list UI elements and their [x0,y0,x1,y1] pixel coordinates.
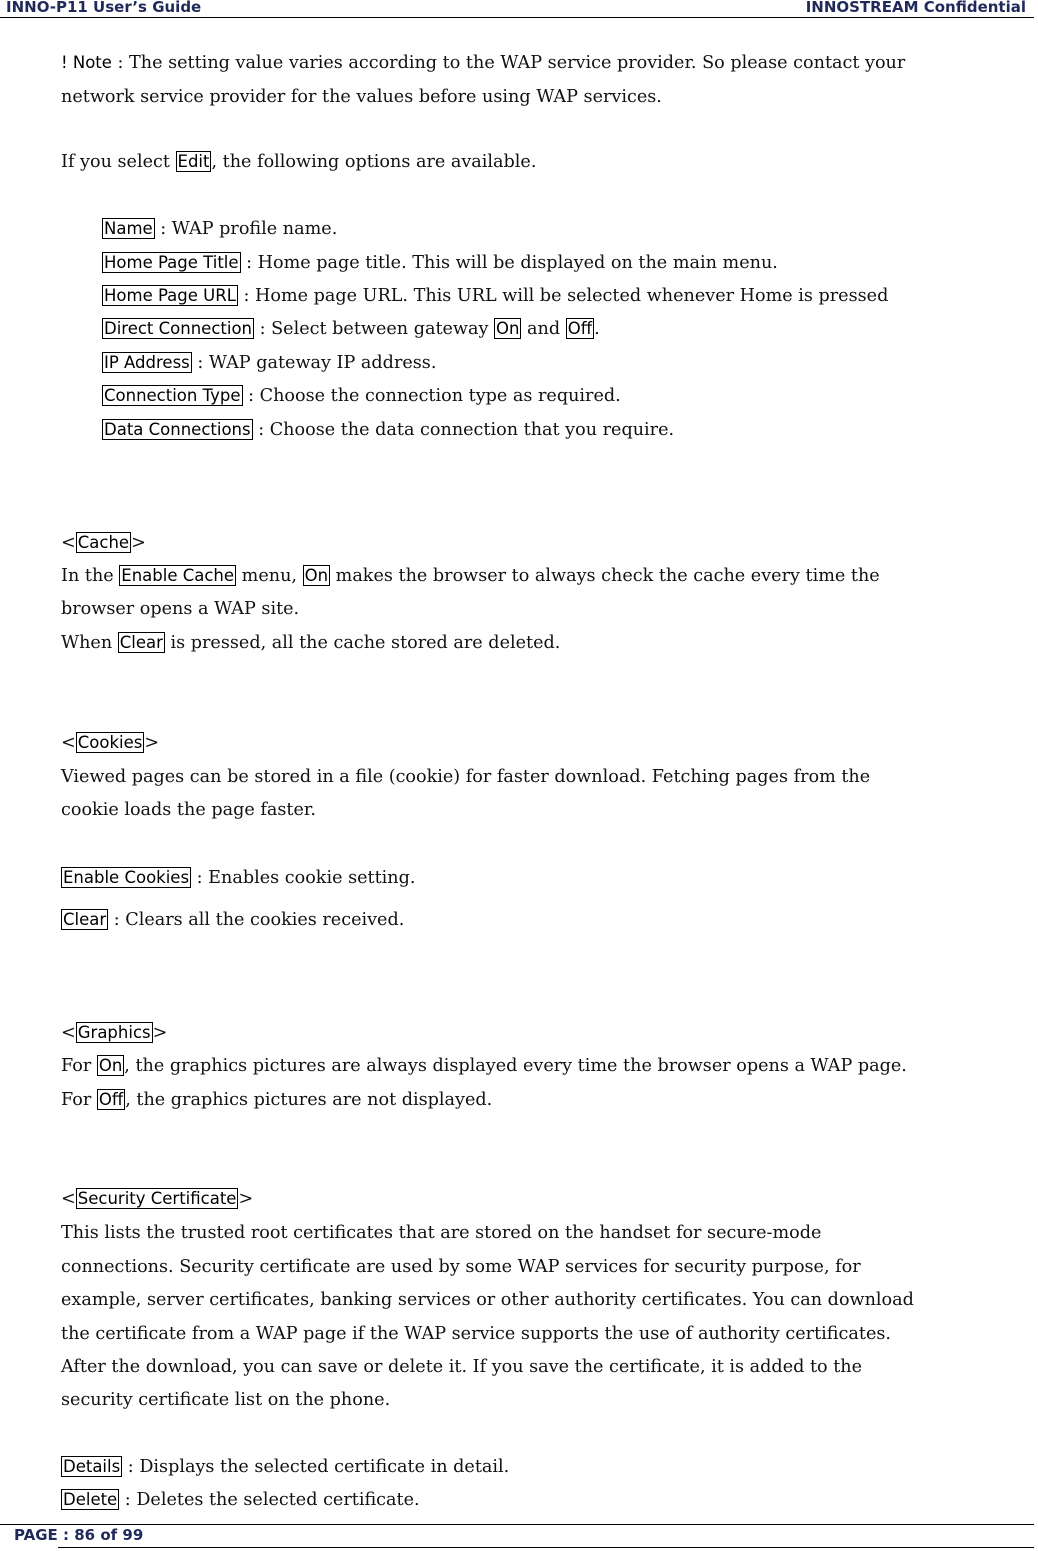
note-line-2: network service provider for the values before using WAP services. [61,87,662,107]
edit-intro: If you select Edit , the following options are available. [61,152,537,172]
security-line: This lists the trusted root certificates that are stored on the handset for secure-mode [61,1223,822,1243]
cache-on-key: On [304,566,329,585]
note-line-1: ! Note : The setting value varies according to the WAP service provider. So please contact your [61,53,906,73]
edit-key: Edit [177,152,210,171]
security-line: the certificate from a WAP page if the WAP service supports the use of authority certificates. [61,1324,891,1344]
graphics-heading: < Graphics> [61,1023,168,1043]
security-line: example, server certificates, banking services or other authority certificates. You can download [61,1290,914,1310]
option-clear-cookies: Clear : Clears all the cookies received. [63,910,405,930]
option-home-title: Home Page Title : Home page title. This will be displayed on the main menu. [104,253,778,273]
data-connections-key: Data Connections [104,420,251,439]
graphics-off-key: Off [98,1090,124,1109]
security-title: Security Certificate [77,1189,237,1208]
option-name: Name : WAP profile name. [104,219,338,239]
option-connection-type: Connection Type : Choose the connection type as required. [104,386,621,406]
security-heading: < Security Certificate> [61,1189,254,1209]
cache-heading: < Cache> [61,533,146,553]
direct-off-key: Off [567,319,593,338]
details-key: Details [63,1457,121,1476]
home-page-url-key: Home Page URL [104,286,236,305]
home-page-title-key: Home Page Title [104,253,239,272]
footer-rule-bottom [58,1547,1034,1548]
enable-cache-key: Enable Cache [121,566,235,585]
header-guide-title: INNO-P11 User’s Guide [6,0,202,16]
graphics-line-1: For On , the graphics pictures are always displayed every time the browser opens a WAP page. [61,1056,907,1076]
option-home-url: Home Page URL : Home page URL. This URL will be selected whenever Home is pressed [104,286,889,306]
option-data-connections: Data Connections : Choose the data connection that you require. [104,420,675,440]
direct-on-key: On [496,319,520,338]
option-enable-cookies: Enable Cookies : Enables cookie setting. [63,868,416,888]
security-line: security certificate list on the phone. [61,1390,391,1410]
name-key: Name [104,219,153,238]
cookies-line-1: Viewed pages can be stored in a file (cookie) for faster download. Fetching pages from the [61,767,871,787]
cookies-heading: < Cookies> [61,733,160,753]
graphics-line-2: For Off , the graphics pictures are not displayed. [61,1090,493,1110]
cache-line-1: In the Enable Cache menu, On makes the browser to always check the cache every time the [61,566,880,586]
graphics-on-key: On [98,1056,123,1075]
header-confidential: INNOSTREAM Confidential [805,0,1026,16]
page-number: PAGE : 86 of 99 [14,1526,144,1544]
security-line: connections. Security certificate are used by some WAP services for security purpose, for [61,1257,861,1277]
note-label: ! Note [61,53,112,72]
connection-type-key: Connection Type [104,386,241,405]
cookies-title: Cookies [77,733,143,752]
graphics-title: Graphics [77,1023,151,1042]
option-delete: Delete : Deletes the selected certificate. [63,1490,420,1510]
cache-clear-key: Clear [119,633,163,652]
security-line: After the download, you can save or delete it. If you save the certificate, it is added to the [61,1357,863,1377]
cache-title: Cache [77,533,130,552]
direct-connection-key: Direct Connection [104,319,253,338]
option-direct-connection: Direct Connection : Select between gateway On and Off . [104,319,600,339]
delete-key: Delete [63,1490,118,1509]
page-header [0,0,1034,18]
cache-line-2: browser opens a WAP site. [61,599,300,619]
option-details: Details : Displays the selected certificate in detail. [63,1457,510,1477]
ip-address-key: IP Address [104,353,190,372]
cache-line-3: When Clear is pressed, all the cache stored are deleted. [61,633,561,653]
footer-rule-top [0,1524,1034,1525]
cookies-line-2: cookie loads the page faster. [61,800,316,820]
clear-cookies-key: Clear [63,910,107,929]
enable-cookies-key: Enable Cookies [63,868,190,887]
option-ip-address: IP Address : WAP gateway IP address. [104,353,437,373]
